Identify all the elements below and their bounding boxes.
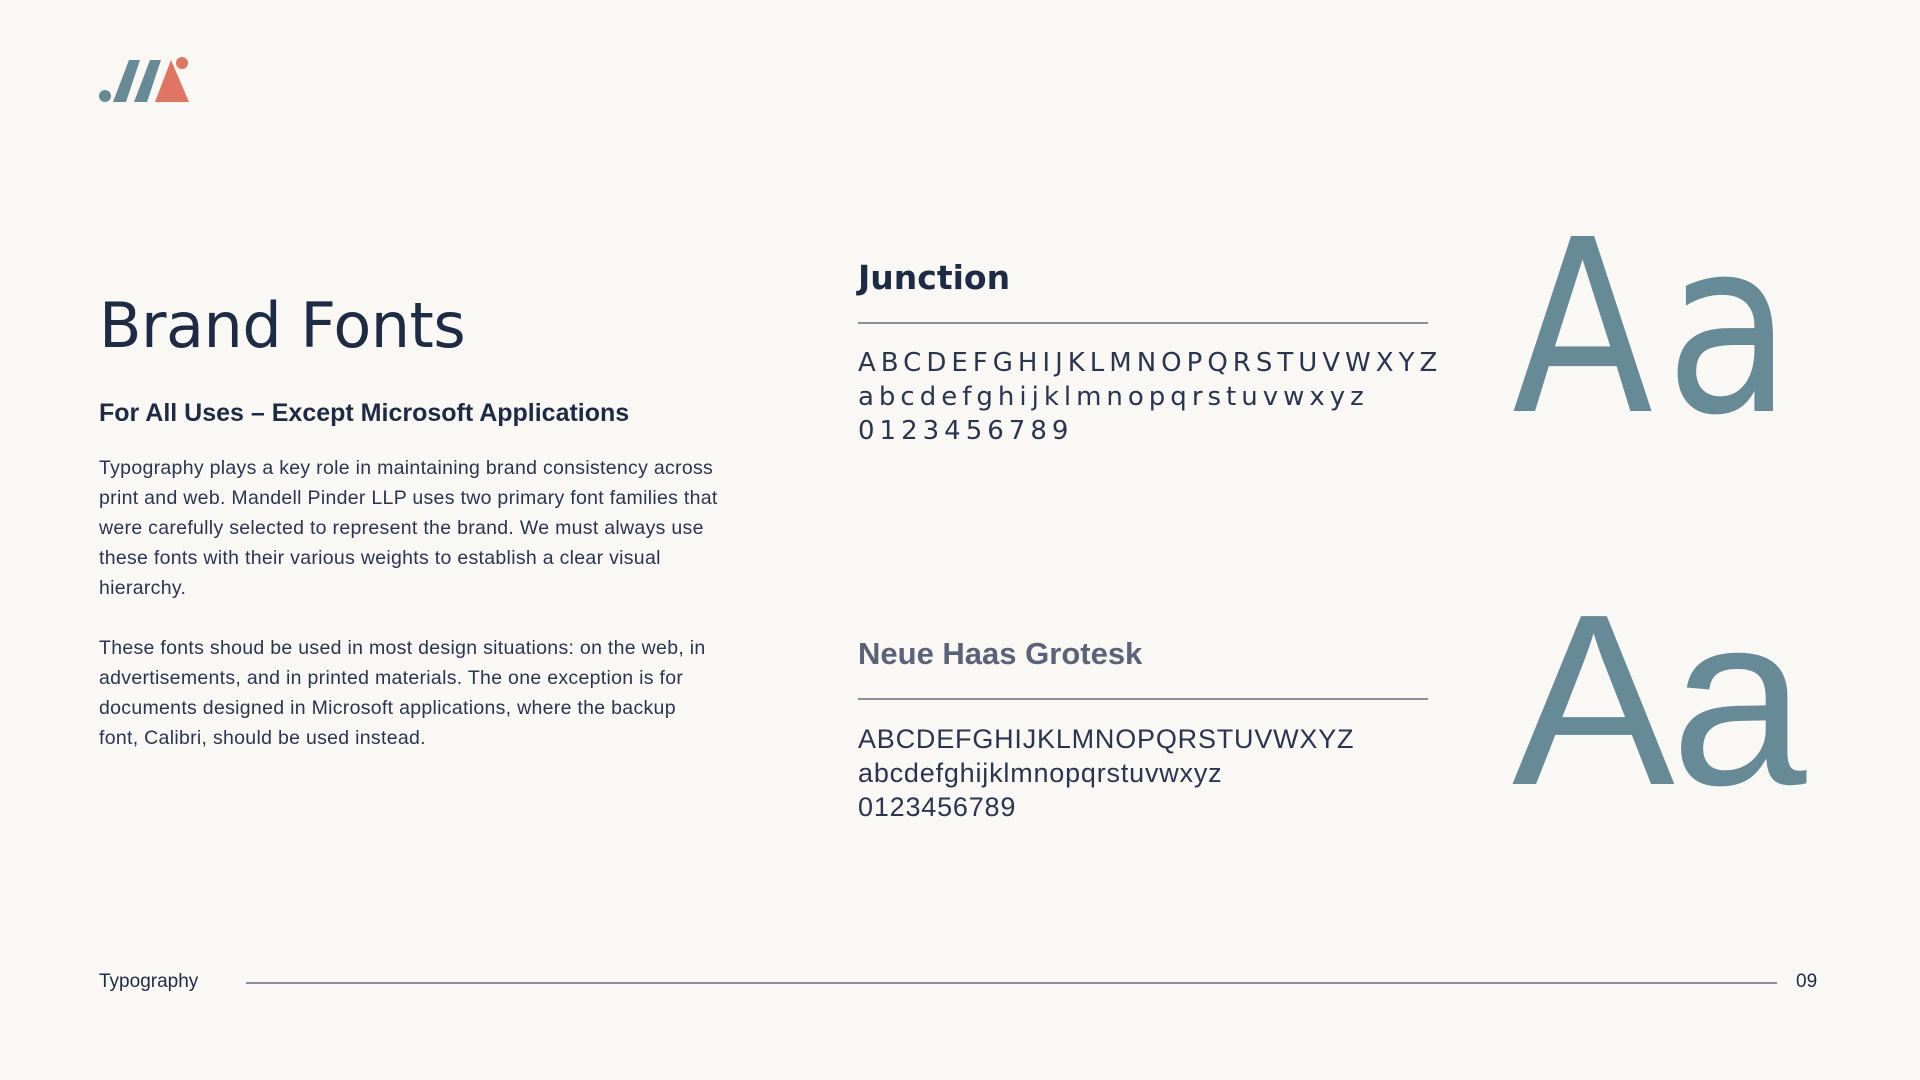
specimen-junction: Aa	[1512, 188, 1804, 468]
numeral-glyphs-junction: 0123456789	[858, 416, 1074, 446]
page-title: Brand Fonts	[99, 289, 466, 362]
footer-section-label: Typography	[99, 971, 199, 992]
glyph-set-junction	[858, 346, 1443, 448]
font-sample-junction	[858, 252, 1443, 448]
lowercase-glyphs-neue-haas: abcdefghijklmnopqrstuvwxyz	[858, 758, 1223, 788]
usage-paragraph: These fonts shoud be used in most design situations: on the web, in advertisements, and in printed materials. The one exception is for documents designed in Microsoft applications, where the backup font, Calibri, should be used instead.	[99, 637, 706, 749]
font-divider-neue-haas	[858, 698, 1428, 700]
logo-shape-left	[113, 60, 140, 102]
lowercase-glyphs-junction: abcdefghijklmnopqrstuvwxyz	[858, 382, 1369, 412]
numeral-glyphs-neue-haas: 0123456789	[858, 792, 1017, 822]
font-divider-junction	[858, 322, 1428, 324]
uppercase-glyphs-junction: ABCDEFGHIJKLMNOPQRSTUVWXYZ	[858, 348, 1443, 378]
uppercase-glyphs-neue-haas: ABCDEFGHIJKLMNOPQRSTUVWXYZ	[858, 724, 1355, 754]
brand-logo	[99, 56, 189, 102]
font-name-junction: Junction	[858, 258, 1011, 297]
specimen-neue-haas: Aa	[1512, 563, 1803, 836]
page-number: 09	[1796, 971, 1818, 992]
logo-dot	[99, 90, 111, 102]
page-subtitle: For All Uses – Except Microsoft Applications	[99, 399, 630, 427]
footer-divider	[246, 982, 1777, 984]
font-name-neue-haas: Neue Haas Grotesk	[858, 636, 1143, 671]
logo-accent-dot	[176, 57, 188, 69]
intro-paragraph: Typography plays a key role in maintaining brand consistency across print and web. Mandell Pinder LLP uses two primary font families that were carefully selected to represent the brand. We must always use these fonts with their various weights to establish a clear visual hierarchy.	[99, 457, 718, 599]
glyph-set-neue-haas	[858, 722, 1428, 824]
logo-shape-middle	[134, 60, 161, 102]
font-sample-neue-haas	[858, 628, 1428, 824]
